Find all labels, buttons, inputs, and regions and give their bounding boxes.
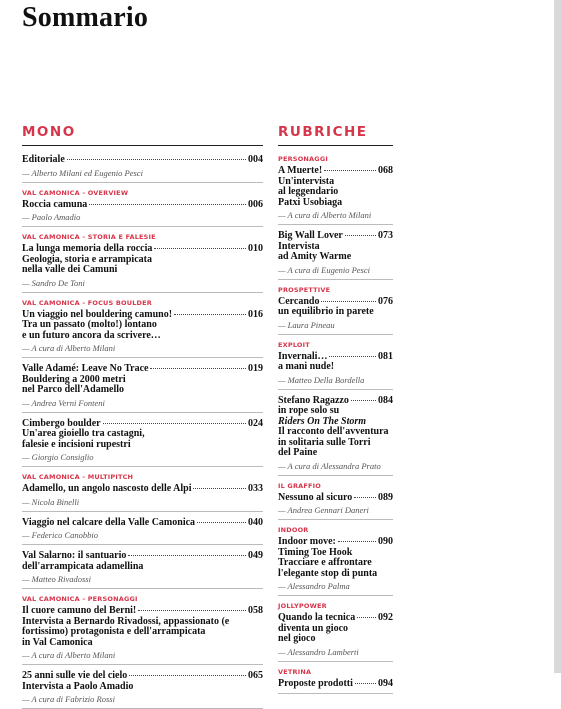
page-number: 084	[378, 394, 393, 406]
leader-dots	[193, 488, 246, 489]
entry-subtitle: Il racconto dell'avventura	[278, 426, 389, 437]
leader-dots	[174, 314, 246, 315]
entry-title-row	[22, 244, 263, 255]
category-label: VAL CAMONICA - FOCUS BOULDER	[22, 298, 153, 307]
page-number: 089	[378, 491, 393, 503]
entry-title: Editoriale	[22, 154, 65, 165]
entry-author: — A cura di Alessandra Prato	[278, 460, 381, 471]
entry-title: Proposte prodotti	[278, 677, 353, 689]
entry-author: — Alessandro Palma	[278, 581, 350, 591]
entry-subtitle: Tracciare e affrontare	[278, 557, 372, 568]
entry-subtitle: a mani nude!	[278, 361, 335, 372]
entry-subtitle: Geologia, storia e arrampicata	[22, 253, 152, 265]
entry-subtitle: Intervista a Paolo Amadio	[22, 680, 134, 692]
entry-title-row	[22, 200, 263, 211]
page-number: 073	[378, 230, 393, 241]
entry-title: Invernali…	[278, 350, 328, 362]
entry-route-name: Riders On The Storm	[278, 415, 367, 427]
category-label: IL GRAFFIO	[278, 481, 322, 490]
entry-title-row	[278, 493, 393, 504]
entry-title: Viaggio nel calcare della Valle Camonica	[22, 516, 196, 528]
entry-title: Nessuno al sicuro	[278, 491, 353, 503]
leader-dots	[154, 248, 246, 249]
page-number: 019	[248, 363, 263, 374]
leader-dots	[351, 400, 376, 401]
category-label: PERSONAGGI	[278, 155, 328, 163]
entry-title: Adamello, un angolo nascosto delle Alpi	[22, 483, 192, 494]
toc-entry[interactable]	[22, 665, 263, 709]
entry-title: Val Salarno: il santuario	[22, 550, 127, 561]
page-number: 094	[378, 677, 393, 689]
category-label: VAL CAMONICA - MULTIPITCH	[22, 473, 134, 481]
toc-entry[interactable]	[278, 146, 393, 225]
toc-entry[interactable]	[278, 662, 393, 695]
entry-subtitle: e un futuro ancora da scrivere…	[22, 329, 161, 341]
entry-title: Roccia camuna	[22, 198, 88, 210]
category-label: PROSPETTIVE	[278, 285, 331, 294]
entry-title-row	[278, 679, 393, 690]
leader-dots	[355, 683, 376, 684]
page-number: 010	[248, 243, 263, 254]
toc-entry[interactable]	[22, 467, 263, 512]
leader-dots	[128, 555, 246, 556]
entry-subtitle: Un'area gioiello tra castagni,	[22, 428, 145, 439]
entry-title: Big Wall Lover	[278, 230, 343, 241]
category-label: VAL CAMONICA - STORIA E FALESIE	[22, 233, 156, 241]
category-label: INDOOR	[278, 526, 309, 534]
leader-dots	[197, 522, 246, 523]
page-number: 024	[248, 417, 263, 429]
rubriche-column	[278, 124, 393, 694]
page-number: 004	[248, 154, 263, 165]
page-number: 040	[248, 516, 263, 528]
entry-subtitle: Un'intervista	[278, 175, 335, 187]
entry-title-row	[22, 606, 263, 617]
entry-subtitle: nel gioco	[278, 633, 316, 644]
category-label: VETRINA	[278, 667, 312, 676]
mono-heading: MONO	[22, 124, 263, 146]
entry-title: 25 anni sulle vie del cielo	[22, 670, 128, 681]
rubriche-list	[278, 146, 393, 694]
entry-author: — Alessandro Lamberti	[278, 646, 359, 657]
page-number: 006	[248, 198, 263, 210]
page-number: 065	[248, 670, 263, 681]
entry-title: Cimbergo boulder	[22, 417, 101, 429]
entry-subtitle: ad Amity Warme	[278, 251, 352, 262]
toc-entry[interactable]	[22, 227, 263, 293]
entry-title-row	[22, 364, 263, 375]
entry-author: — Laura Pineau	[278, 319, 335, 330]
entry-title-row	[22, 551, 263, 562]
page-number: 090	[378, 536, 393, 547]
entry-subtitle: in rope solo su	[278, 405, 340, 416]
entry-subtitle: Bouldering a 2000 metri	[22, 373, 126, 385]
category-label: EXPLOIT	[278, 340, 310, 349]
category-label: VAL CAMONICA - OVERVIEW	[22, 188, 129, 197]
toc-entry[interactable]	[278, 476, 393, 521]
toc-entry[interactable]	[22, 512, 263, 546]
toc-entry[interactable]	[22, 183, 263, 228]
leader-dots	[324, 170, 376, 171]
leader-dots	[357, 617, 376, 618]
rubriche-heading: RUBRICHE	[278, 124, 393, 146]
entry-title-row	[278, 166, 393, 177]
mono-column	[22, 124, 263, 709]
entry-title: Cercando	[278, 295, 320, 307]
page-number: 016	[248, 308, 263, 320]
entry-author: — Giorgio Consiglio	[22, 452, 94, 462]
entry-author: — Matteo Rivadossi	[22, 574, 91, 584]
entry-title-row	[22, 484, 263, 495]
entry-subtitle: fortissimo) protagonista e dell'arrampicata	[22, 626, 206, 637]
page-number: 092	[378, 612, 393, 623]
page-edge	[554, 0, 561, 673]
entry-author: — A cura di Alberto Milani	[278, 210, 372, 220]
entry-author: — Alberto Milani ed Eugenio Pesci	[22, 167, 143, 178]
toc-entry[interactable]	[278, 335, 393, 390]
toc-entry[interactable]	[22, 358, 263, 413]
entry-subtitle: Timing Toe Hook	[278, 546, 353, 558]
entry-author: — Paolo Amadio	[22, 212, 81, 222]
toc-entry[interactable]	[278, 225, 393, 280]
entry-author: — A cura di Alberto Milani	[22, 650, 116, 660]
page-number: 033	[248, 483, 263, 494]
entry-title-row	[278, 613, 393, 624]
page-number: 058	[248, 605, 263, 616]
entry-author: — A cura di Alberto Milani	[22, 343, 116, 353]
entry-subtitle: dell'arrampicata adamellina	[22, 560, 144, 572]
toc-entry[interactable]	[278, 596, 393, 662]
entry-subtitle: falesie e incisioni rupestri	[22, 438, 131, 450]
page-number: 068	[378, 165, 393, 176]
entry-subtitle: del Paine	[278, 447, 318, 458]
entry-subtitle: al leggendario	[278, 186, 339, 197]
entry-title: Quando la tecnica	[278, 612, 356, 623]
entry-subtitle: l'elegante stop di punta	[278, 567, 378, 579]
entry-author: — Sandro De Toni	[22, 277, 85, 288]
entry-author: — Nicola Binelli	[22, 496, 80, 507]
toc-entry[interactable]	[22, 293, 263, 359]
entry-title: Un viaggio nel bouldering camuno!	[22, 308, 173, 320]
entry-title: Il cuore camuno del Berni!	[22, 605, 137, 616]
leader-dots	[129, 675, 246, 676]
category-label: JOLLYPOWER	[278, 602, 327, 610]
page-number: 081	[378, 350, 393, 362]
toc-entry[interactable]	[278, 390, 393, 476]
toc-entry[interactable]	[278, 280, 393, 335]
entry-author: — A cura di Fabrizio Rossi	[22, 694, 115, 704]
mono-list	[22, 146, 263, 709]
entry-subtitle: Tra un passato (molto!) lontano	[22, 319, 157, 330]
toc-entry[interactable]	[22, 589, 263, 665]
entry-author: — Andrea Verni Fonteni	[22, 397, 105, 408]
entry-author: — A cura di Eugenio Pesci	[278, 264, 370, 275]
page-title: Sommario	[22, 2, 149, 33]
entry-title: A Muerte!	[278, 165, 323, 176]
entry-subtitle: in solitaria sulle Torri	[278, 436, 371, 448]
leader-dots	[321, 301, 376, 302]
entry-subtitle: Intervista a Bernardo Rivadossi, appassionato (e	[22, 615, 230, 627]
entry-subtitle: un equilibrio in parete	[278, 306, 374, 317]
entry-title-row	[278, 231, 393, 242]
leader-dots	[138, 610, 246, 611]
leader-dots	[89, 204, 246, 205]
leader-dots	[103, 423, 246, 424]
entry-title-row	[22, 155, 263, 166]
entry-subtitle: nel Parco dell'Adamello	[22, 384, 125, 395]
entry-subtitle: Intervista	[278, 240, 320, 252]
toc-entry[interactable]	[22, 413, 263, 468]
toc-entry[interactable]	[278, 520, 393, 596]
leader-dots	[338, 541, 376, 542]
entry-title: Valle Adamé: Leave No Trace	[22, 363, 149, 374]
leader-dots	[67, 159, 246, 160]
entry-title-row	[278, 537, 393, 548]
entry-subtitle: diventa un gioco	[278, 622, 349, 634]
entry-subtitle: nella valle dei Camuni	[22, 264, 118, 275]
entry-author: — Andrea Gennari Daneri	[278, 505, 369, 515]
leader-dots	[150, 368, 246, 369]
leader-dots	[329, 356, 376, 357]
entry-author: — Matteo Della Bordella	[278, 374, 365, 385]
category-label: VAL CAMONICA - PERSONAGGI	[22, 595, 138, 603]
entry-subtitle: in Val Camonica	[22, 636, 93, 648]
toc-entry[interactable]	[22, 545, 263, 589]
entry-title: Indoor move:	[278, 536, 336, 547]
entry-subtitle: Patxi Usobiaga	[278, 196, 343, 208]
page-number: 049	[248, 550, 263, 561]
leader-dots	[354, 497, 376, 498]
entry-title: La lunga memoria della roccia	[22, 243, 153, 254]
page-number: 076	[378, 295, 393, 307]
leader-dots	[345, 235, 376, 236]
entry-title: Stefano Ragazzo	[278, 394, 349, 406]
entry-author: — Federico Canobbio	[22, 530, 99, 540]
entry-title-row	[22, 518, 263, 529]
toc-entry[interactable]	[22, 146, 263, 183]
